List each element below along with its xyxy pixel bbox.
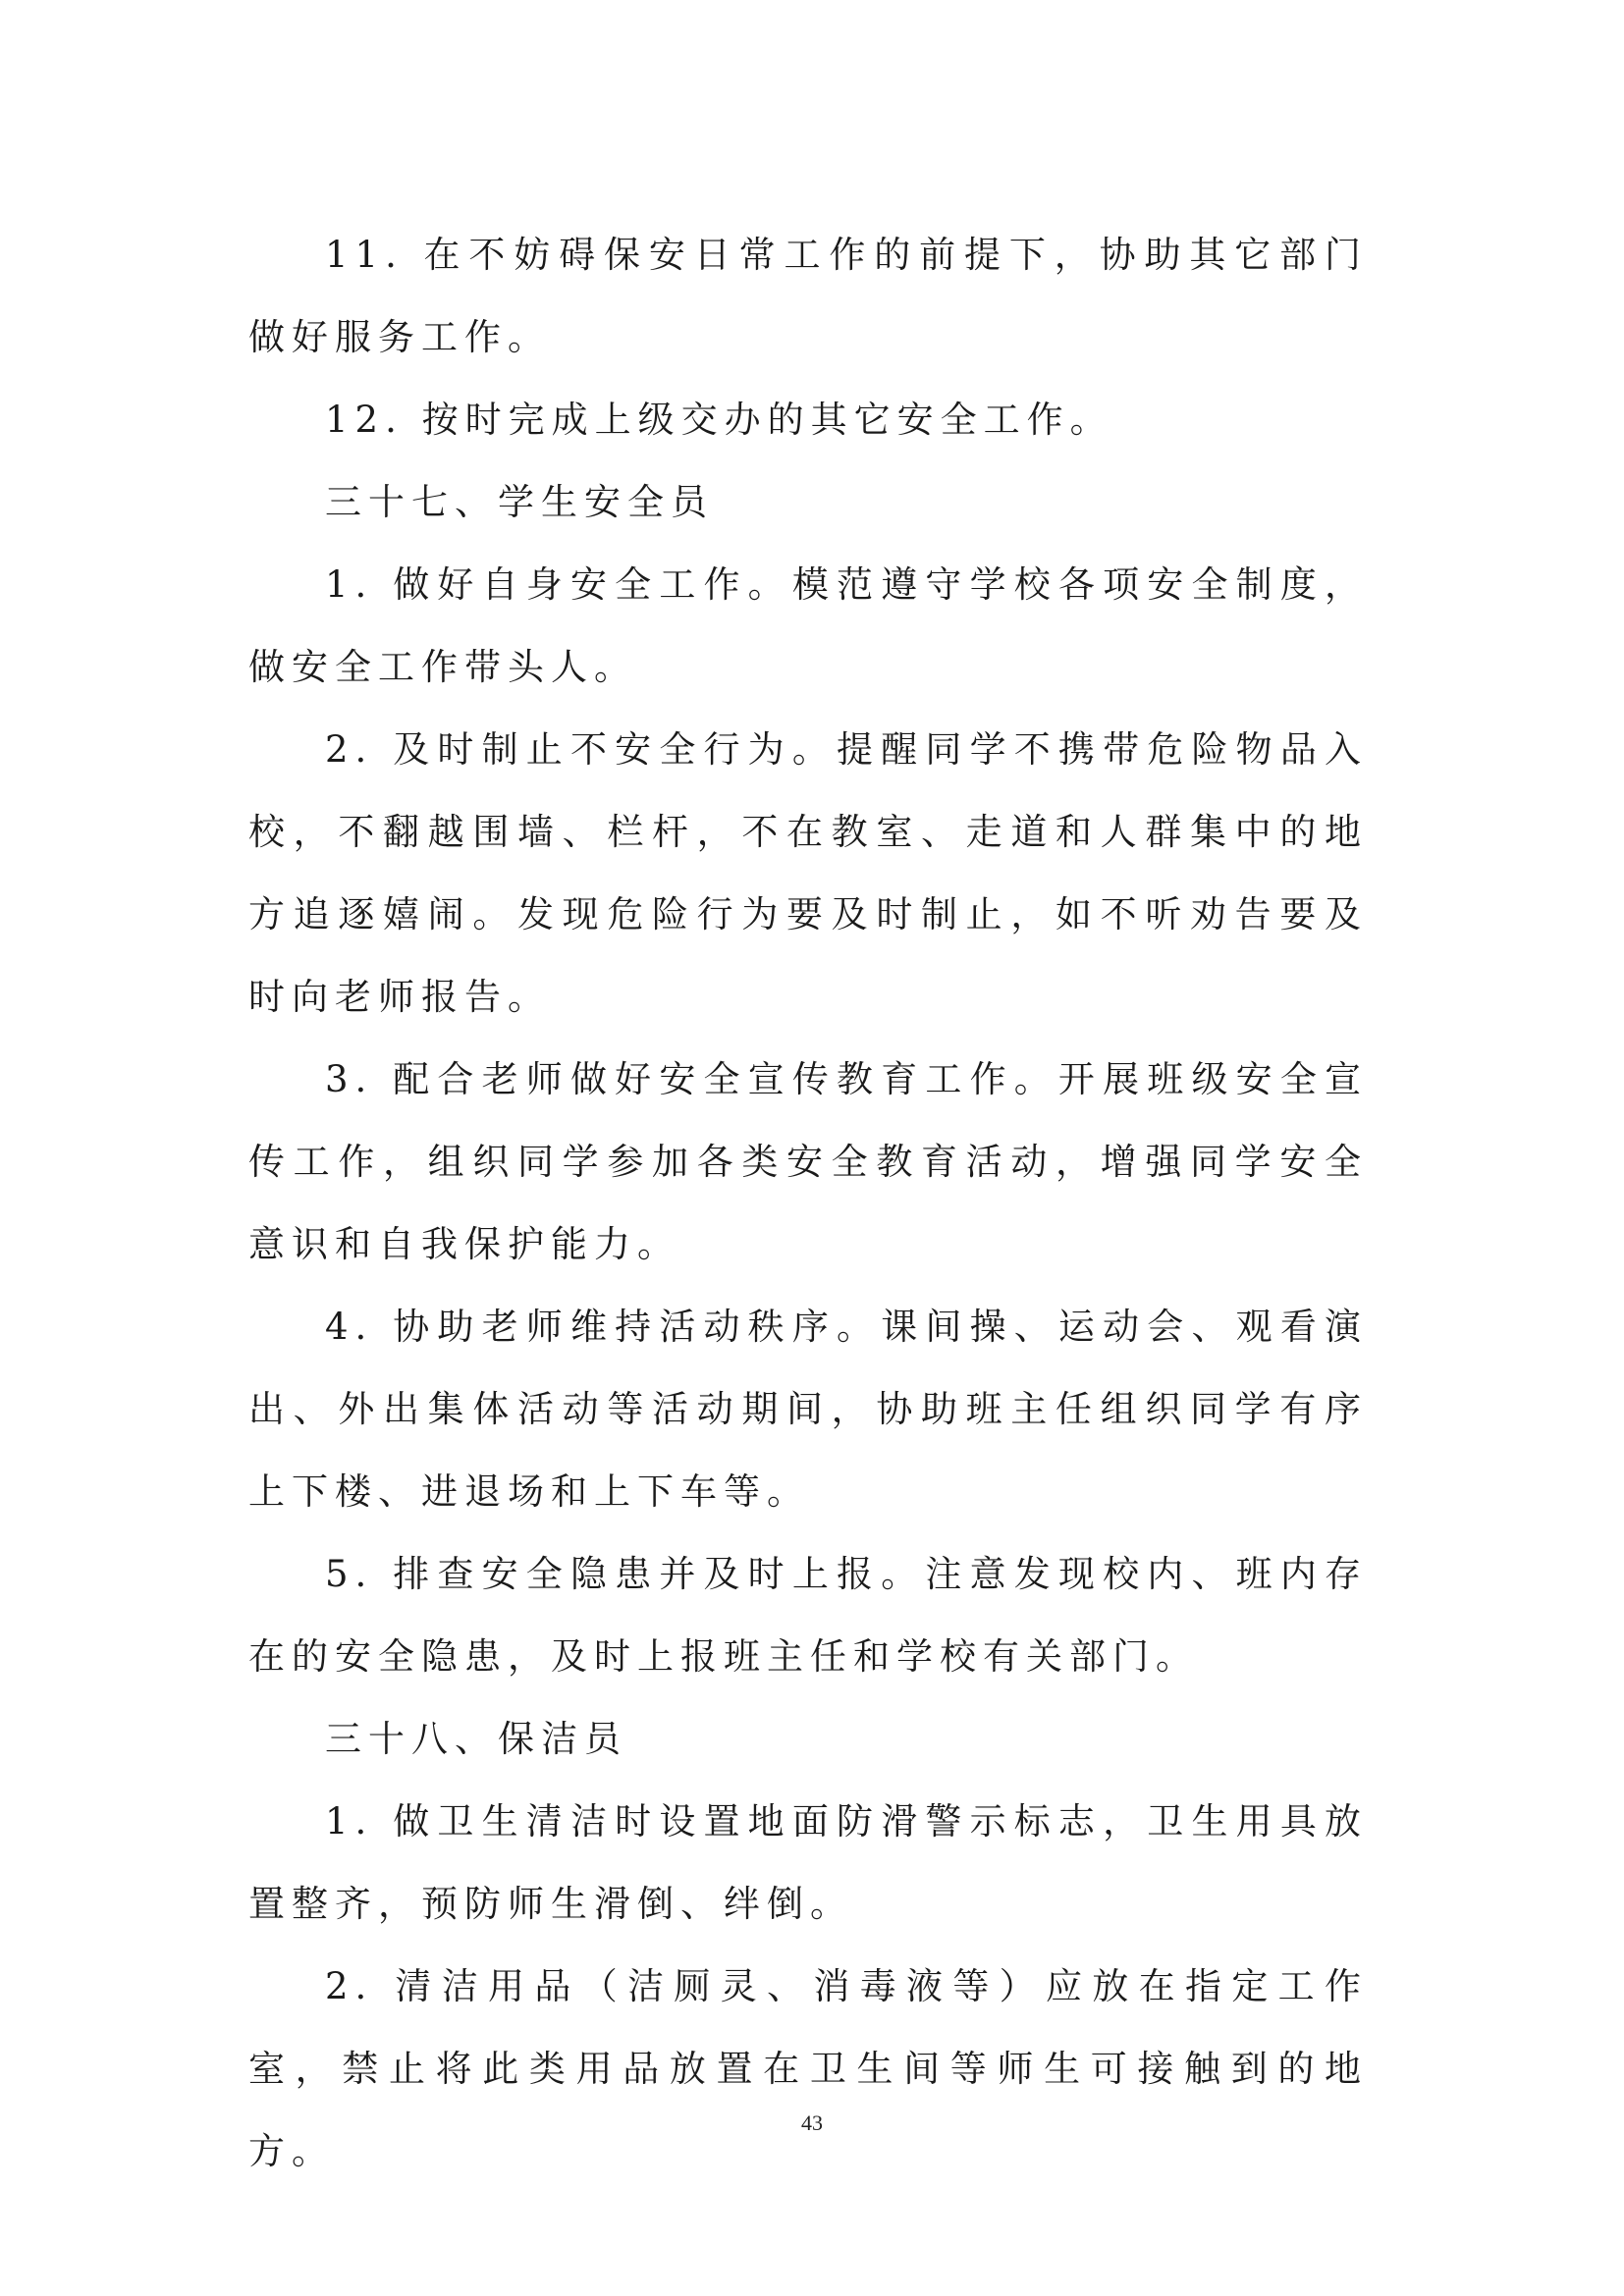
paragraph-student-item-1: 1. 做好自身安全工作。模范遵守学校各项安全制度，做安全工作带头人。	[248, 563, 1368, 688]
paragraph-student-item-3: 3. 配合老师做好安全宣传教育工作。开展班级安全宣传工作，组织同学参加各类安全教育活动，增强同学安全意识和自我保护能力。	[248, 1058, 1368, 1265]
page-number: 43	[801, 2110, 823, 2135]
section-heading-cleaner: 三十八、保洁员	[325, 1718, 627, 1760]
paragraph-cleaner-item-1: 1. 做卫生清洁时设置地面防滑警示标志，卫生用具放置整齐，预防师生滑倒、绊倒。	[248, 1800, 1368, 1925]
section-heading-student-safety-officer: 三十七、学生安全员	[325, 481, 714, 523]
document-body	[248, 214, 1368, 2193]
paragraph-item-11-support: 11. 在不妨碍保安日常工作的前提下，协助其它部门做好服务工作。	[248, 234, 1368, 358]
paragraph-student-item-4: 4. 协助老师维持活动秩序。课间操、运动会、观看演出、外出集体活动等活动期间，协助班主任组织同学有序上下楼、进退场和上下车等。	[248, 1306, 1368, 1513]
paragraph-student-item-2: 2. 及时制止不安全行为。提醒同学不携带危险物品入校，不翻越围墙、栏杆，不在教室、走道和人群集中的地方追逐嬉闹。发现危险行为要及时制止，如不听劝告要及时向老师报告。	[248, 728, 1368, 1018]
paragraph-cleaner-item-2: 2. 清洁用品（洁厕灵、消毒液等）应放在指定工作室，禁止将此类用品放置在卫生间等师生可接触到的地方。	[248, 1965, 1368, 2172]
paragraph-item-12-tasks: 12. 按时完成上级交办的其它安全工作。	[325, 399, 1113, 441]
paragraph-student-item-5: 5. 排查安全隐患并及时上报。注意发现校内、班内存在的安全隐患，及时上报班主任和学校有关部门。	[248, 1553, 1368, 1678]
